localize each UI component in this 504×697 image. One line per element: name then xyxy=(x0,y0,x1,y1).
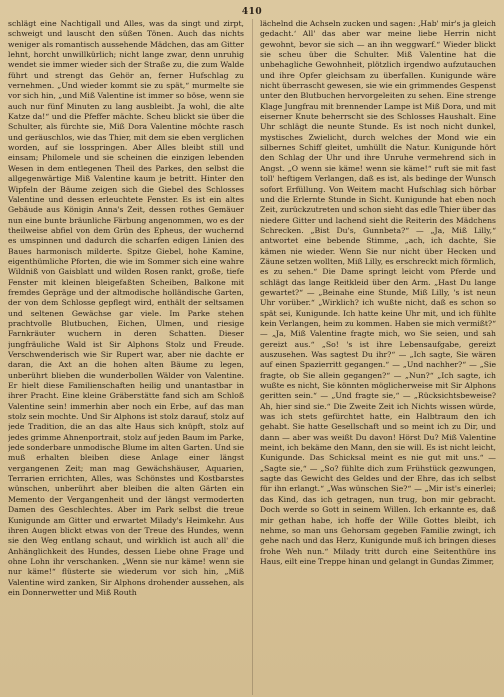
page-number: 410 xyxy=(241,7,263,17)
column-left-text: schlägt eine Nachtigall und Alles, was da singt und zirpt, schweigt und lauscht den süßen Tönen. Auch das nichts weniger als romantisch aussehende Mädchen, das am Gitter lehnt, horcht unwillkürlich; nicht lange zwar, denn unruhig wendet sie immer wieder sich der Straße zu, die zum Walde führt und strengt das Gehör an, ferner Hufschlag zu vernehmen. „Und wieder kommt sie zu spät,“ murmelte sie vor sich hin, „und Miß Valentine ist immer so böse, wenn sie auch nur fünf Minuten zu lang ausbleibt. Ja wohl, die alte Katze da!“ und die Pfeffer mächte. Scheu blickt sie über die Schulter, als fürchte sie, Miß Dora Valentine möchte rasch und geräuschlos, wie das Thier, mit dem sie eben verglichen worden, auf sie losspringen. Aber Alles bleibt still und einsam; Philomele und sie scheinen die einzigen lebenden Wesen in dem entlegenen Theil des Parkes, den selbst die allgegenwärtige Miß Valentine kaum je betritt. Hinter den Wipfeln der Bäume zeigen sich die Giebel des Schlosses Valentine und dessen erleuchtete Fenster. Es ist ein altes Gebäude aus Königin Anna's Zeit, dessen rothes Gemäuer nun eine bunte bräunliche Färbung angenommen, wo es der theilweise abfiel von dem Grün des Epheus, der wuchernd es umspinnen und dadurch die scharfen edigen Linien des Baues harmonisch milderte. Spitze Giebel, hohe Kamine, eigenthümliche Pforten, die wie im Sommer sich eine wahre Wildniß von Gaisblatt und wilden Rosen rankt, große, tiefe Fenster mit kleinen bleigefaßten Scheiben, Balkone mit fremdes Gepräge und der altmodische holländische Garten, der von dem Schlosse gepflegt wird, enthält der seltsamen und seltenen Gewächse gar viele. Im Parke stehen prachtvolle Blutbuchen, Eichen, Ulmen, und riesige Farnkräuter wuchern in deren Schatten. Dieser jungfräuliche Wald ist Sir Alphons Stolz und Freude. Verschwenderisch wie Sir Rupert war, aber nie dachte er daran, die Axt an die hohen alten Bäume zu legen, unberührt blieben die wunderbollen Wälder von Valentine. Er hielt diese Familienschaften heilig und unantastbar in ihrer Pracht. Eine kleine Gräberstätte fand sich am Schloß Valentine sein! immerhin aber noch ein Erbe, auf das man stolz sein mochte. Und Sir Alphons ist stolz darauf, stolz auf jede Tradition, die an das alte Haus sich knüpft, stolz auf jedes grimme Ahnenportrait, stolz auf jeden Baum im Parke, jede sonderbare unmodische Blume im alten Garten. Und sie muß erhalten bleiben diese Anlage einer längst vergangenen Zeit; man mag Gewächshäuser, Aquarien, Terrarien errichten, Alles, was Schönstes und Kostbarstes wünschen, unberührt aber bleiben die alten Gärten ein Memento der Vergangenheit und der längst vermoderten Damen des Geschlechtes. Aber im Park selbst die treue Kunigunde am Gitter und erwartet Milady's Heimkehr. Aus ihren Augen blickt etwas von der Treue des Hundes, wenn sie den Weg entlang schaut, und wirklich ist auch all' die Anhänglichkeit des Hundes, dessen Liebe ohne Frage und ohne Lohn ihr verschanken. „Wenn sie nur käme! wenn sie nur käme!“ flüsterte sie wiederum vor sich hin, „Miß Valentine wird zanken, Sir Alphons drohender aussehen, als ein Donnerwetter und Miß Routh xyxy=(8,19,244,597)
column-left xyxy=(8,19,244,695)
column-divider xyxy=(252,19,253,695)
column-right-text: lächelnd die Achseln zucken und sagen: ‚Hab' mir's ja gleich gedacht.‘ All' das aber war meine liebe Herrin nicht gewohnt, bevor sie sich — an ihn weggwarf.“ Wieder blickt sie scheu über die Schulter. Miß Valentine hat die unbehagliche Gewohnheit, plötzlich irgendwo aufzutauchen und ihre Opfer gleichsam zu überfallen. Kunigunde wäre nicht überrascht gewesen, sie wie ein grimmendes Gespenst unter den Blutbuchen hervorgeleiten zu sehen. Eine strenge Klage Jungfrau mit brennender Lampe ist Miß Dora, und mit eiserner Knute beherrscht sie des Schlosses Haushalt. Eine Uhr schlägt die neunte Stunde. Es ist noch nicht dunkel, mystisches Zwielicht, durch welches der Mond wie ein silbernes Schiff gleitet, umhüllt die Natur. Kunigunde hört den Schlag der Uhr und ihre Unruhe vermehrend sich in Angst. „O wenn sie käme! wenn sie käme!“ ruft sie mit fast toll' heftigem Verlangen, daß es ist, als bedinge der Wunsch sofort Erfüllung. Von Weitem macht Hufschlag sich hörbar und die Erlernte Stunde in Sicht. Kunigunde hat eben noch Zeit, zurückzutreten und schon sieht das edle Thier über das niedere Gitter und lachend sieht die Reiterin des Mädchens Schrecken. „Bist Du's, Gunnbeta?“ — „Ja, Miß Lilly,“ antwortet eine bebende Stimme, „ach, ich dachte, Sie kämen nie wieder. Wenn Sie nur nicht über Hecken und Zäune setzen wollten, Miß Lilly, es erschreckt mich förmlich, es zu sehen.“ Die Dame springt leicht vom Pferde und schlägt das lange Reitkleid über den Arm. „Hast Du lange gewartet?“ — „Beinahe eine Stunde, Miß Lilly, 's ist neun Uhr vorüber.“ „Wirklich? ich wußte nicht, daß es schon so spät sei, Kunigunde. Ich hatte keine Uhr mit, und ich fühlte kein Verlangen, heim zu kommen. Haben sie mich vermißt?“ — „Ja, Miß Valentine fragte mich, wo Sie seien, und sah gereizt aus.“ „So! 's ist ihre Lebensaufgabe, gereizt auszusehen. Was sagtest Du ihr?“ — „Ich sagte, Sie wären auf einen Spazierritt gegangen.“ — „Und nachher?“ — „Sie fragte, ob Sie allein gegangen?“ — „Nun?“ „Ich sagte, ich wußte es nicht, Sie könnten möglicherweise mit Sir Alphons geritten sein.“ — „Und fragte sie,“ — „Rücksichtsbeweise? Ah, hier sind sie.“ Die Zweite Zeit ich Nichts wissen würde, was ich stets gefürchtet hatte, ein Halbtraum den ich gehabt. Sie hatte Gesellschaft und so meint ich zu Dir, und dann — aber was weißt Du davon! Hörst Du? Miß Valentine meint, ich bekäme den Mann, den sie will. Es ist nicht leicht, Kunigunde. Das Schicksal meint es nie gut mit uns.“ — „Sagte sie,“ — „So? fühlte dich zum Frühstück gezwungen, sagte das Gewicht des Geldes und der Ehre, das ich selbst für ihn erlangt.“ „Was wünschen Sie?“ — „Mir ist's einerlei; das Kind, das ich getragen, nun trug, bon mir gebracht. Doch werde so Gott in seinem Willen. Ich erkannte es, daß mir gethan habe, ich hoffe der Wille Gottes bleibt, ich nehme, so man uns Gehorsam gegeben Familie zwingt, ich gehe nach und das Herz, Kunigunde muß ich bringen dieses frohe Weh nun.“ Milady tritt durch eine Seitenthüre ins Haus, eilt eine Treppe hinan und gelangt in Gundas Zimmer, xyxy=(260,19,496,566)
text-columns xyxy=(8,19,496,695)
column-right xyxy=(260,19,496,695)
